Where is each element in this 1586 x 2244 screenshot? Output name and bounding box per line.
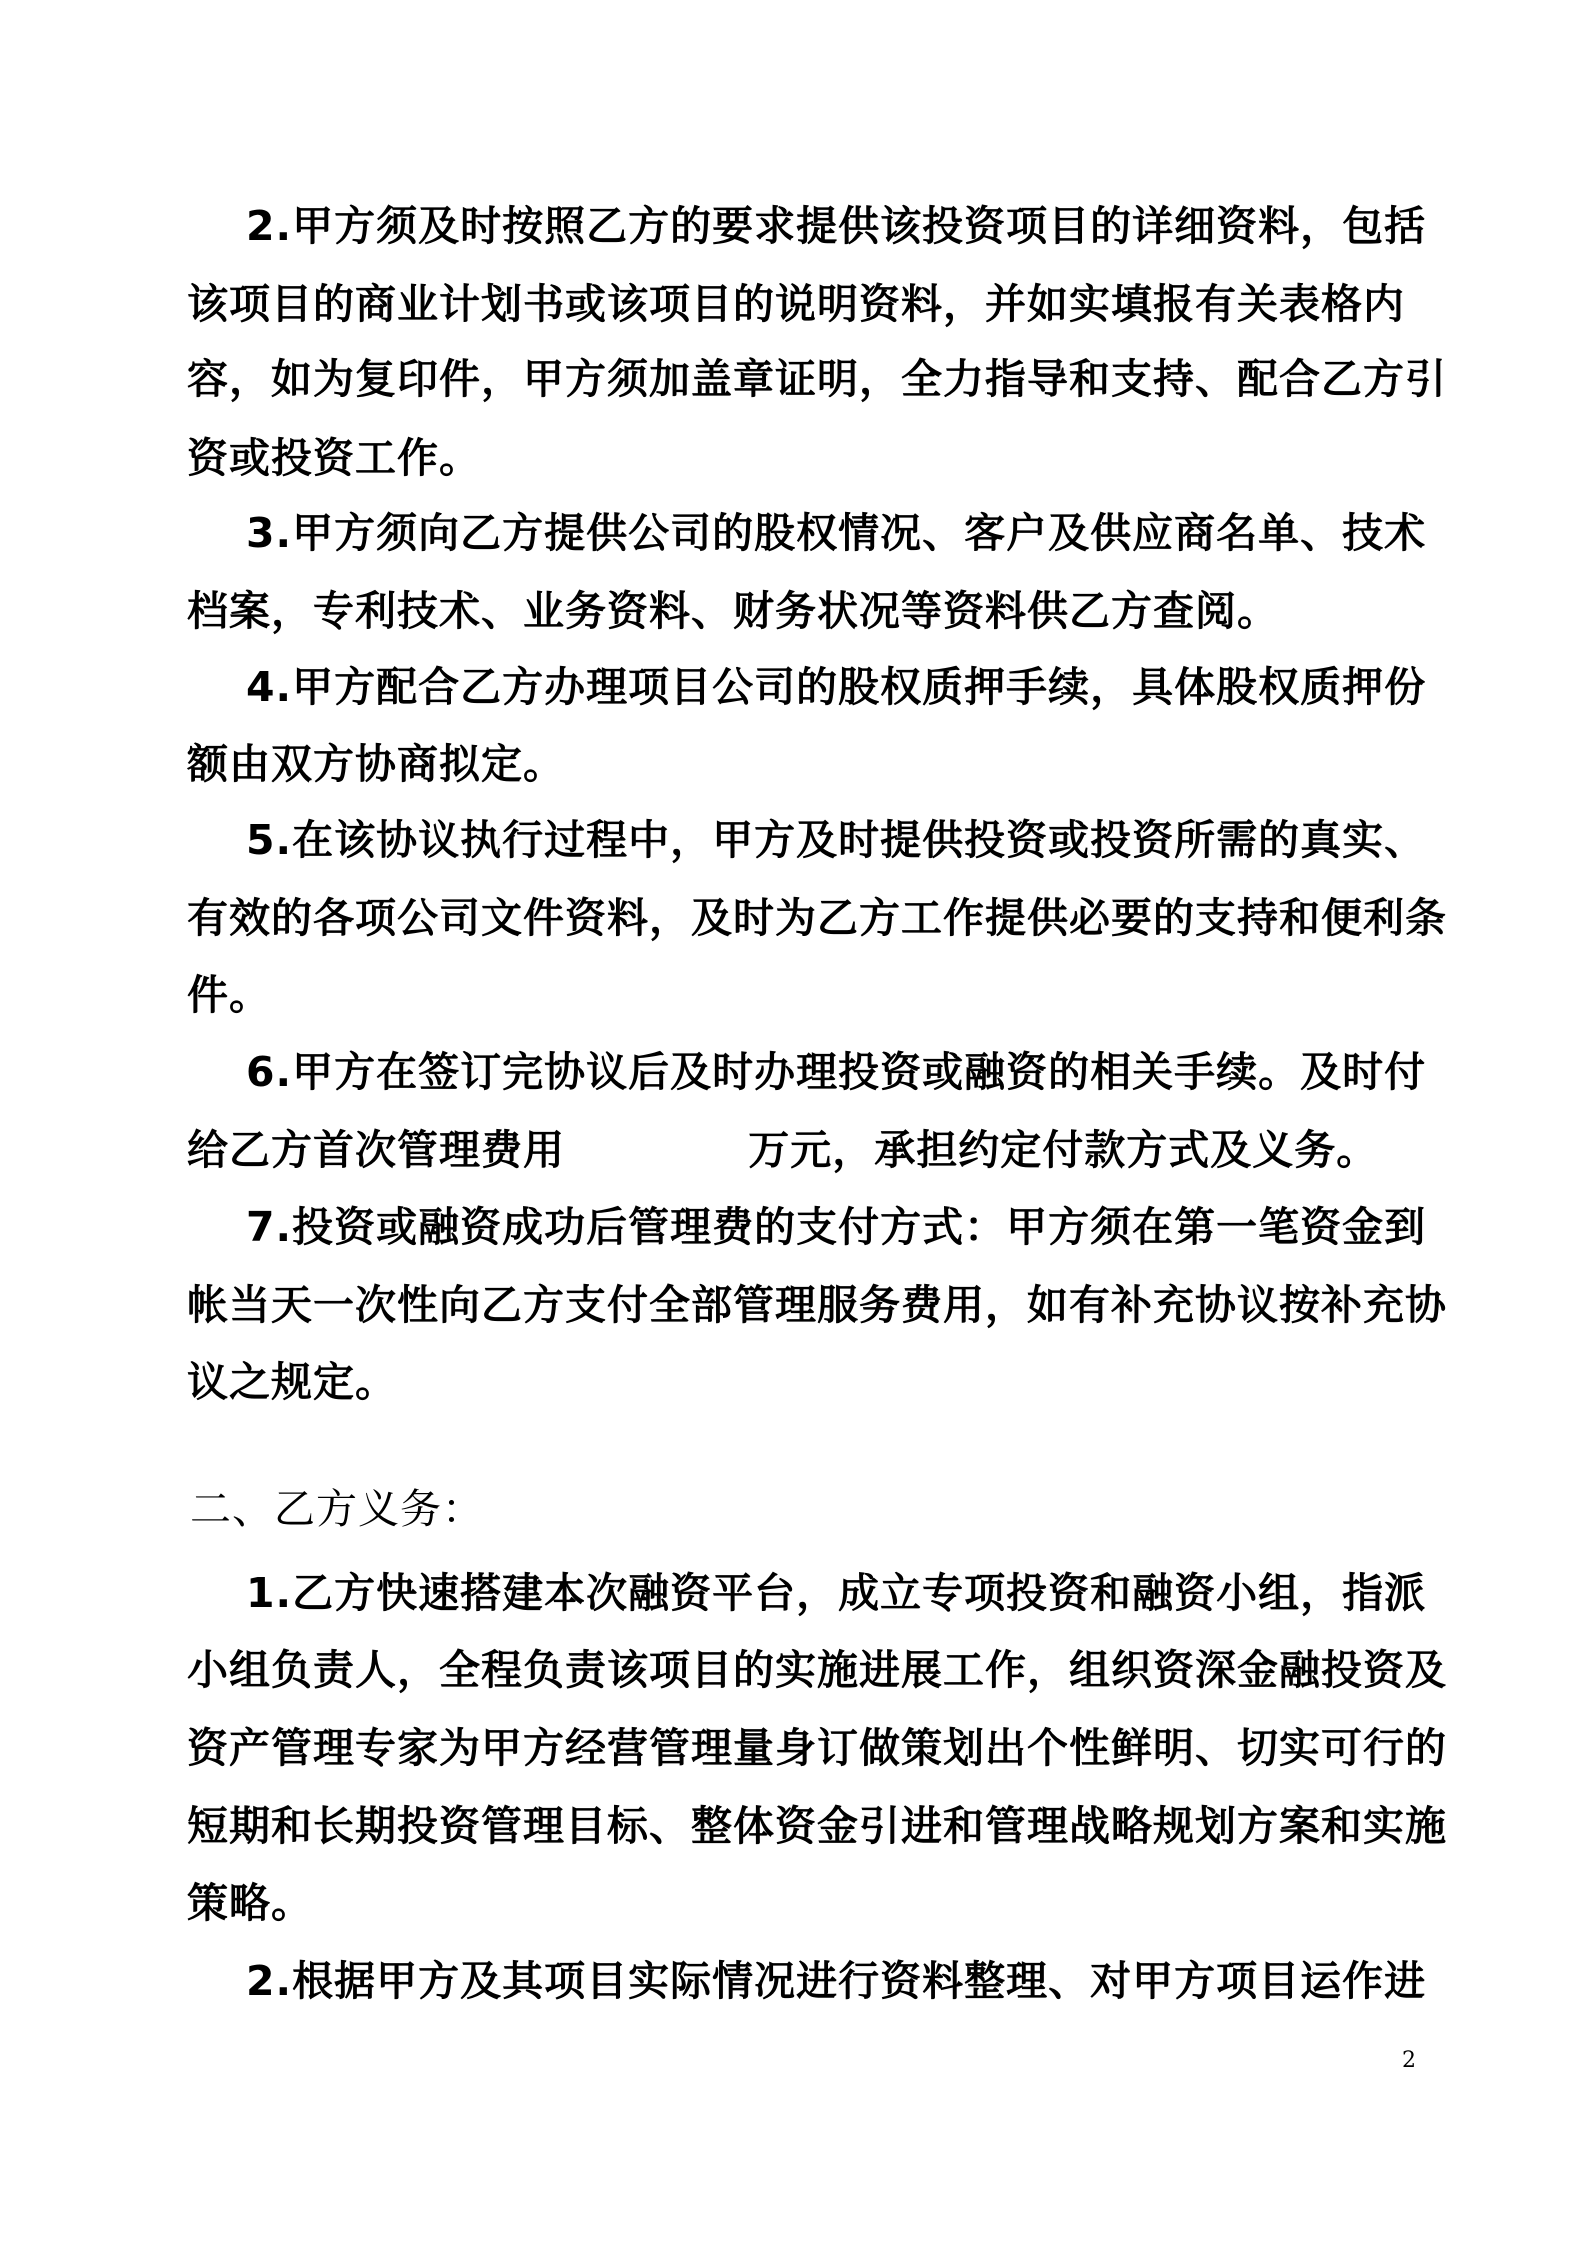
text-line: 2.根据甲方及其项目实际情况进行资料整理、对甲方项目运作进 <box>246 1957 1427 2005</box>
text-line: 帐当天一次性向乙方支付全部管理服务费用，如有补充协议按补充协 <box>187 1281 1447 1329</box>
section-heading: 二、乙方义务： <box>190 1485 484 1533</box>
text-line: 件。 <box>187 971 271 1019</box>
text-line: 该项目的商业计划书或该项目的说明资料，并如实填报有关表格内 <box>187 280 1405 328</box>
text-line: 4.甲方配合乙方办理项目公司的股权质押手续，具体股权质押份 <box>246 663 1427 711</box>
text-line: 资或投资工作。 <box>187 434 481 482</box>
text-line: 容，如为复印件，甲方须加盖章证明，全力指导和支持、配合乙方引 <box>187 355 1447 403</box>
page-number: 2 <box>1402 2048 1416 2073</box>
text-line: 5.在该协议执行过程中，甲方及时提供投资或投资所需的真实、 <box>246 816 1427 864</box>
text-line: 1.乙方快速搭建本次融资平台，成立专项投资和融资小组，指派 <box>246 1569 1427 1617</box>
text-line: 2.甲方须及时按照乙方的要求提供该投资项目的详细资料，包括 <box>246 202 1427 250</box>
text-line: 档案，专利技术、业务资料、财务状况等资料供乙方查阅。 <box>187 587 1279 635</box>
text-line: 策略。 <box>187 1879 313 1927</box>
text-line: 给乙方首次管理费用 万元，承担约定付款方式及义务。 <box>187 1126 1379 1174</box>
text-line: 额由双方协商拟定。 <box>187 740 565 788</box>
text-line: 3.甲方须向乙方提供公司的股权情况、客户及供应商名单、技术 <box>246 509 1427 557</box>
text-line: 6.甲方在签订完协议后及时办理投资或融资的相关手续。及时付 <box>246 1048 1427 1096</box>
text-line: 议之规定。 <box>187 1358 397 1406</box>
text-line: 资产管理专家为甲方经营管理量身订做策划出个性鲜明、切实可行的 <box>187 1724 1447 1772</box>
text-line: 7.投资或融资成功后管理费的支付方式：甲方须在第一笔资金到 <box>246 1203 1427 1251</box>
text-line: 短期和长期投资管理目标、整体资金引进和管理战略规划方案和实施 <box>187 1802 1447 1850</box>
text-line: 有效的各项公司文件资料，及时为乙方工作提供必要的支持和便利条 <box>187 894 1447 942</box>
text-line: 小组负责人，全程负责该项目的实施进展工作，组织资深金融投资及 <box>187 1646 1447 1694</box>
